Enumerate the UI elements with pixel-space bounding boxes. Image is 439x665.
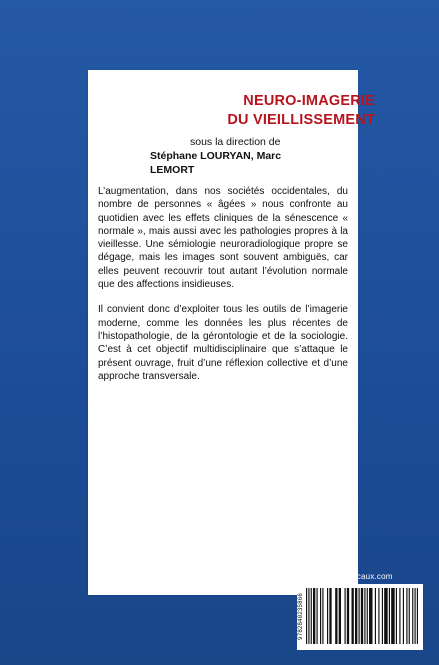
barcode-bar [384, 588, 388, 644]
barcode-bar [375, 588, 376, 644]
barcode-bar [399, 588, 400, 644]
isbn-barcode [297, 584, 423, 650]
barcode-bar [378, 588, 379, 644]
barcode-bar [306, 588, 307, 644]
publisher-website: www.livres-medicaux.com [296, 572, 393, 581]
barcode-bar [308, 588, 309, 644]
barcode-bar [361, 588, 363, 644]
description-paragraph-1: L’augmentation, dans nos sociétés occidentales, du nombre de personnes « âgées » nous confronte au quotidien avec les effets cliniques de la sénescence « normale », mais aussi avec les pathologies propres à la vieillesse. Une sémiologie neuroradiologique propre se dégage, mais les images sont souvent ambiguës, car elles peuvent recouvrir tout autant l’évolution normale que des affections insidieuses. [98, 186, 348, 291]
description [98, 185, 348, 383]
barcode-bar [355, 588, 357, 644]
barcode-bar [409, 588, 410, 644]
barcode-bars [305, 588, 419, 646]
barcode-bar [352, 588, 354, 644]
book-title [155, 92, 375, 130]
barcode-bar [320, 588, 321, 644]
book-title-line-2: DU VIEILLISSEMENT [227, 112, 375, 128]
barcode-bar [317, 588, 318, 644]
isbn-number: 9782840235866 [297, 593, 304, 641]
barcode-bar [311, 588, 312, 644]
direction-label: sous la direction de [190, 136, 281, 148]
barcode-bar [403, 588, 404, 644]
barcode-bar [327, 588, 328, 644]
barcode-bar [339, 588, 341, 644]
barcode-bar [364, 588, 365, 644]
barcode-bar [417, 588, 418, 644]
barcode-bar [389, 588, 390, 644]
description-paragraph-2: Il convient donc d’exploiter tous les outils de l’imagerie moderne, comme les données les plus récentes de l’histopathologie, de la gérontologie et de la sociologie. C’est à cet objectif multidisciplinaire que s’attaque le présent ouvrage, fruit d’une réflexion collective et d’une approche transversale. [98, 304, 348, 382]
barcode-bar [345, 588, 346, 644]
editors-block [150, 135, 323, 177]
barcode-bar [396, 588, 397, 644]
barcode-bar [369, 588, 373, 644]
barcode-bar [335, 588, 337, 644]
barcode-bar [382, 588, 383, 644]
barcode-bar [313, 588, 315, 644]
barcode-bar [391, 588, 395, 644]
barcode-bar [347, 588, 349, 644]
barcode-bar [415, 588, 416, 644]
book-title-line-1: NEURO-IMAGERIE [243, 93, 375, 109]
barcode-bar [359, 588, 360, 644]
barcode-bar [367, 588, 368, 644]
barcode-bar [406, 588, 407, 644]
barcode-bar [322, 588, 323, 644]
authors: Stéphane LOURYAN, Marc LEMORT [150, 150, 282, 176]
barcode-bar [329, 588, 331, 644]
barcode-bar [412, 588, 413, 644]
